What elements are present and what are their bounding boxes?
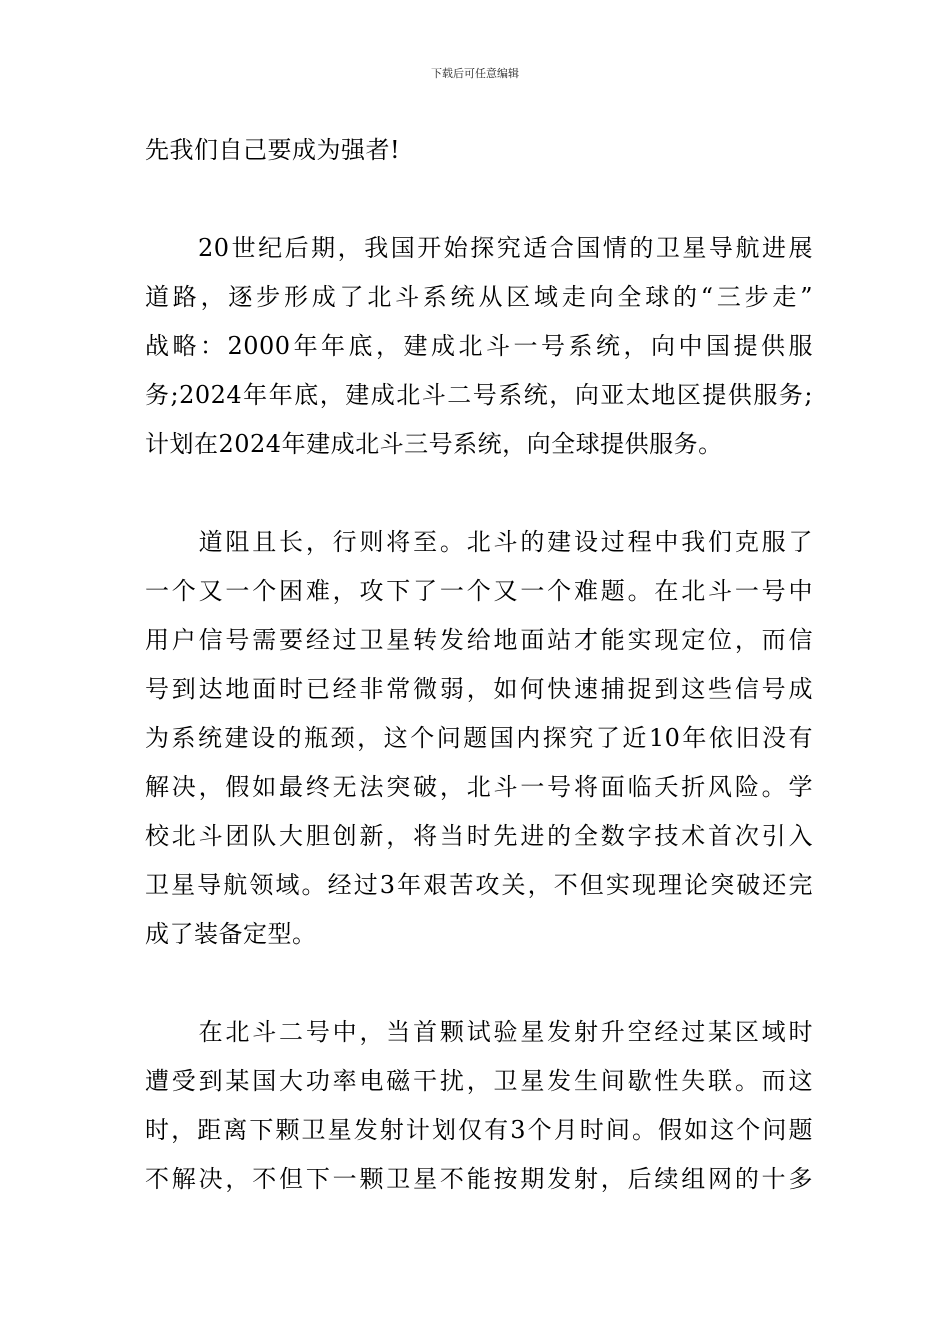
text-line: 务;2024年年底，建成北斗二号系统，向亚太地区提供服务; (145, 381, 813, 409)
text-line: 为系统建设的瓶颈，这个问题国内探究了近10年依旧没有 (145, 724, 813, 752)
text-line: 时，距离下颗卫星发射计划仅有3个月时间。假如这个问题 (145, 1116, 813, 1144)
text-line: 成了装备定型。 (145, 920, 317, 948)
text-line: 战略：2000年年底，建成北斗一号系统，向中国提供服 (145, 332, 813, 360)
document-body (145, 126, 813, 1204)
page-header: 下载后可任意编辑 (431, 67, 519, 80)
text-line: 在北斗二号中，当首颗试验星发射升空经过某区域时 (145, 1018, 813, 1046)
paragraph (145, 126, 813, 175)
paragraph (145, 518, 813, 959)
text-line: 20世纪后期，我国开始探究适合国情的卫星导航进展 (145, 234, 813, 262)
text-line: 不解决，不但下一颗卫星不能按期发射，后续组网的十多 (145, 1165, 813, 1193)
text-line: 道阻且长，行则将至。北斗的建设过程中我们克服了 (145, 528, 813, 556)
text-line: 卫星导航领域。经过3年艰苦攻关，不但实现理论突破还完 (145, 871, 813, 899)
paragraph-gap (145, 469, 813, 518)
paragraph-gap (145, 959, 813, 1008)
text-line: 用户信号需要经过卫星转发给地面站才能实现定位，而信 (145, 626, 813, 654)
paragraph (145, 224, 813, 469)
paragraph (145, 1008, 813, 1204)
text-line: 先我们自己要成为强者! (145, 136, 401, 164)
paragraph-gap (145, 175, 813, 224)
text-line: 遭受到某国大功率电磁干扰，卫星发生间歇性失联。而这 (145, 1067, 813, 1095)
text-line: 校北斗团队大胆创新，将当时先进的全数字技术首次引入 (145, 822, 813, 850)
text-line: 号到达地面时已经非常微弱，如何快速捕捉到这些信号成 (145, 675, 813, 703)
text-line: 道路，逐步形成了北斗系统从区域走向全球的“三步走” (145, 283, 813, 311)
text-line: 计划在2024年建成北斗三号系统，向全球提供服务。 (145, 430, 723, 458)
text-line: 解决，假如最终无法突破，北斗一号将面临夭折风险。学 (145, 773, 813, 801)
text-line: 一个又一个困难，攻下了一个又一个难题。在北斗一号中 (145, 577, 813, 605)
